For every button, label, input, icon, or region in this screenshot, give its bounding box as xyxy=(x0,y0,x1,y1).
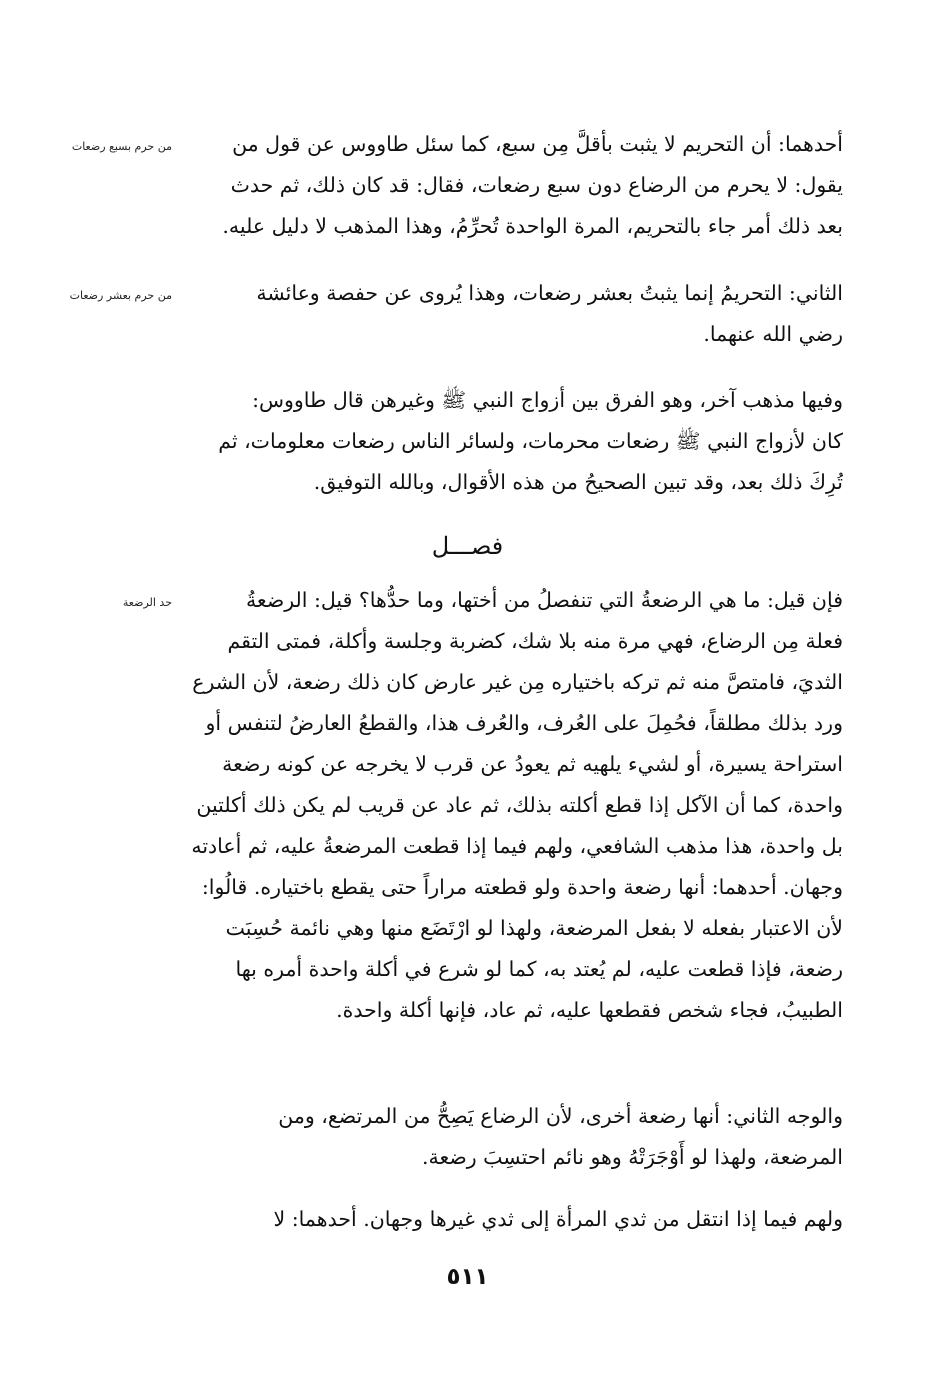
text-line: رضعة، فإذا قطعت عليه، لم يُعتد به، كما لو شرع في أكلة واحدة أمره بها xyxy=(235,957,843,981)
text-line: يقول: لا يحرم من الرضاع دون سبع رضعات، فقال: قد كان ذلك، ثم حدث xyxy=(230,173,843,197)
text-line: بعد ذلك أمر جاء بالتحريم، المرة الواحدة تُحرِّمُ، وهذا المذهب لا دليل عليه. xyxy=(222,214,843,238)
text-line: تُرِكَ ذلك بعد، وقد تبين الصحيحُ من هذه الأقوال، وبالله التوفيق. xyxy=(313,470,843,494)
text-line: فعلة مِن الرضاع، فهي مرة منه بلا شك، كضربة وجلسة وأكلة، فمتى التقم xyxy=(227,629,843,653)
text-line: رضي الله عنهما. xyxy=(703,322,843,346)
paragraph-definition xyxy=(188,580,843,1031)
text-line: كان لأزواج النبي ﷺ رضعات محرمات، ولسائر الناس رضعات معلومات، ثم xyxy=(218,429,843,453)
side-note-seven-sucklings: من حرم بسبع رضعات xyxy=(71,140,172,153)
paragraph-second-aspect xyxy=(188,1096,843,1178)
text-line: وفيها مذهب آخر، وهو الفرق بين أزواج النبي ﷺ وغيرهن قال طاووس: xyxy=(252,388,843,412)
text-line: ورد بذلك مطلقاً، فحُمِلَ على العُرف، والعُرف هذا، والقطعُ العارضُ لتنفس أو xyxy=(205,711,843,735)
text-line: استراحة يسيرة، أو لشيء يلهيه ثم يعودُ عن قرب لا يخرجه عن كونه رضعة xyxy=(222,752,843,776)
paragraph-second-opinion xyxy=(188,273,843,355)
text-line: بل واحدة، هذا مذهب الشافعي، ولهم فيما إذا قطعت المرضعةُ عليه، ثم أعادته xyxy=(191,834,843,858)
page-number: ٥١١ xyxy=(446,1264,489,1290)
text-line: الثديَ، فامتصَّ منه ثم تركه باختياره مِن غير عارض كان ذلك رضعة، لأن الشرع xyxy=(192,670,843,694)
section-heading: فصـــل xyxy=(431,532,504,560)
text-line: لأن الاعتبار بفعله لا بفعل المرضعة، ولهذا لو ارْتَضَع منها وهي نائمة حُسِبَت xyxy=(225,916,843,940)
text-line: المرضعة، ولهذا لو أَوْجَرَتْهُ وهو نائم احتسِبَ رضعة. xyxy=(421,1145,843,1169)
text-line: الثاني: التحريمُ إنما يثبتُ بعشر رضعات، وهذا يُروى عن حفصة وعائشة xyxy=(256,281,843,305)
text-line: ولهم فيما إذا انتقل من ثدي المرأة إلى ثدي غيرها وجهان. أحدهما: لا xyxy=(273,1207,843,1231)
text-line: الطبيبُ، فجاء شخص فقطعها عليه، ثم عاد، فإنها أكلة واحدة. xyxy=(336,998,843,1022)
text-line: أحدهما: أن التحريم لا يثبت بأقلَّ مِن سبع، كما سئل طاووس عن قول من xyxy=(232,132,843,156)
paragraph-first-opinion xyxy=(188,124,843,247)
paragraph-other-opinion xyxy=(188,380,843,503)
side-note-ten-sucklings: من حرم بعشر رضعات xyxy=(69,289,172,302)
text-line: وجهان. أحدهما: أنها رضعة واحدة ولو قطعته مراراً حتى يقطع باختياره. قالُوا: xyxy=(201,875,843,899)
side-note-suckling-definition: حد الرضعة xyxy=(122,596,172,609)
paragraph-breast-switch xyxy=(188,1199,843,1240)
text-line: واحدة، كما أن الآكل إذا قطع أكلته بذلك، ثم عاد عن قريب لم يكن ذلك أكلتين xyxy=(196,793,843,817)
text-line: والوجه الثاني: أنها رضعة أخرى، لأن الرضاع يَصِحُّ من المرتضع، ومن xyxy=(278,1104,843,1128)
text-line: فإن قيل: ما هي الرضعةُ التي تنفصلُ من أختها، وما حدُّها؟ قيل: الرضعةُ xyxy=(245,588,843,612)
